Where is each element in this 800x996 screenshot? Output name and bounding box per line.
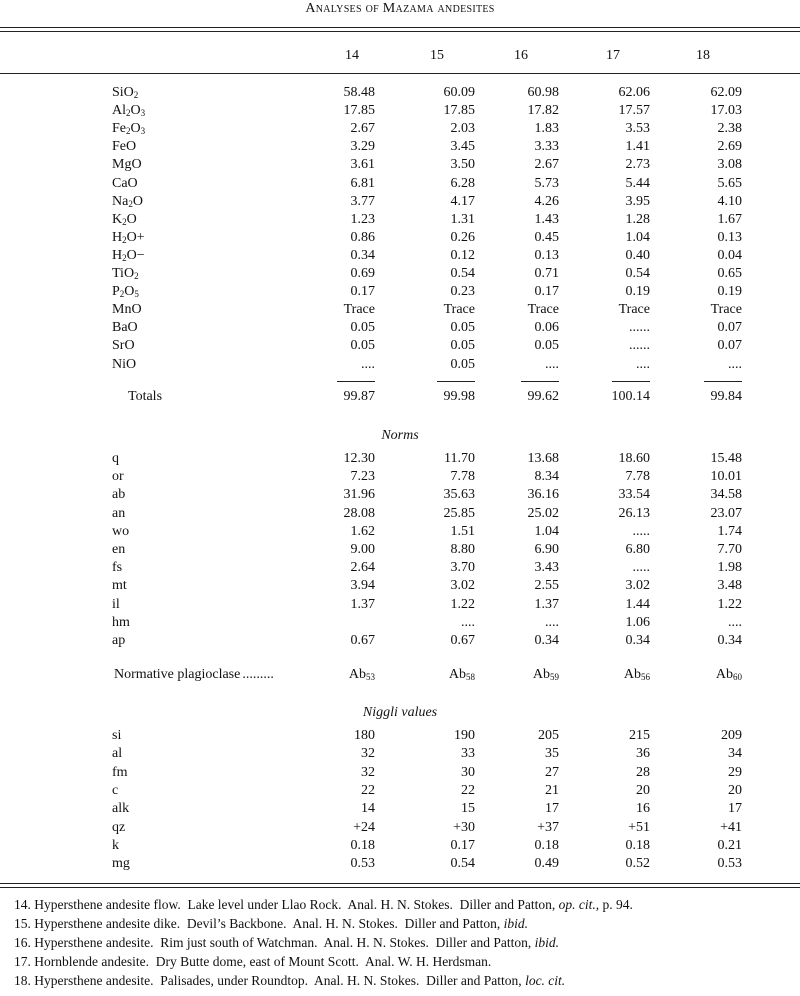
table-cell: 0.04 xyxy=(717,247,742,263)
oxide-row xyxy=(0,265,800,283)
oxide-label: $H_2O+$ xyxy=(112,229,145,245)
table-cell: 7.78 xyxy=(450,469,475,485)
table-cell: 0.65 xyxy=(717,266,742,281)
table-cell: +51 xyxy=(628,819,650,835)
niggli-row xyxy=(0,727,800,745)
table-cell: .... xyxy=(461,614,475,630)
footnote xyxy=(14,953,794,971)
footnote-number: 14. xyxy=(14,897,31,912)
table-cell: 3.50 xyxy=(450,157,475,173)
table-title: Analyses of Mazama andesites xyxy=(305,1,495,16)
footnote-number: 15. xyxy=(14,916,31,931)
table-cell: 18.60 xyxy=(618,451,650,466)
table-cell: +24 xyxy=(353,819,375,835)
table-cell: 17 xyxy=(728,801,742,817)
norms-heading: Norms xyxy=(381,428,419,443)
norm-label: il xyxy=(112,596,120,612)
table-cell: 0.17 xyxy=(450,837,475,853)
norm-label: an xyxy=(112,505,126,521)
table-cell: 26.13 xyxy=(618,505,650,521)
table-cell: 2.73 xyxy=(625,157,650,173)
table-cell: 21 xyxy=(545,782,559,798)
oxide-row xyxy=(0,84,800,102)
norm-label: hm xyxy=(112,614,130,630)
table-cell: 1.28 xyxy=(625,211,650,227)
table-cell: 1.98 xyxy=(717,560,742,576)
oxide-label: SiO$_2$ xyxy=(112,85,139,100)
table-cell: 62.06 xyxy=(618,85,650,100)
table-cell: 35.63 xyxy=(443,487,475,503)
niggli-row xyxy=(0,764,800,782)
table-cell: 17.85 xyxy=(443,103,475,119)
total-value: 99.62 xyxy=(527,389,559,404)
table-cell: 0.05 xyxy=(450,356,475,372)
table-cell: Trace xyxy=(343,302,375,318)
table-cell: 35 xyxy=(545,746,559,762)
oxide-row xyxy=(0,319,800,337)
norm-row xyxy=(0,614,800,632)
plagioclase-row xyxy=(0,666,800,684)
niggli-heading: Niggli values xyxy=(362,705,438,720)
norm-row xyxy=(0,468,800,486)
table-cell: 22 xyxy=(361,782,375,798)
oxide-label: $Al_2O_3$ xyxy=(112,103,146,119)
table-cell: 9.00 xyxy=(350,542,375,557)
sum-line xyxy=(704,381,742,382)
footnote-text: Hypersthene andesite. Rim just south of Watchman. Anal. H. N. Stokes. Diller and Patton, xyxy=(34,935,535,950)
table-cell: 33 xyxy=(461,746,475,762)
footnote-number: 17. xyxy=(14,954,31,969)
oxide-row xyxy=(0,356,800,374)
niggli-label: k xyxy=(112,837,119,853)
niggli-label: al xyxy=(112,746,123,762)
table-cell: 62.09 xyxy=(710,85,742,100)
norm-label: or xyxy=(112,469,124,485)
oxide-label: CaO xyxy=(112,175,138,191)
table-cell: 31.96 xyxy=(343,487,375,503)
oxide-row xyxy=(0,193,800,211)
norm-row xyxy=(0,559,800,577)
table-cell: 34.58 xyxy=(710,487,742,503)
table-cell: 23.07 xyxy=(710,505,742,521)
oxide-label: MgO xyxy=(112,157,142,173)
table-cell: 14 xyxy=(361,801,375,817)
table-cell: 25.85 xyxy=(443,505,475,521)
table-cell: 1.43 xyxy=(534,211,559,227)
footnote-text: Hornblende andesite. Dry Butte dome, east of Mount Scott. Anal. W. H. Herdsman. xyxy=(34,954,492,969)
niggli-row xyxy=(0,855,800,873)
footnote-tail: , p. 94. xyxy=(595,897,633,912)
norm-label: en xyxy=(112,542,126,557)
table-cell: 7.70 xyxy=(717,542,742,557)
table-cell: 20 xyxy=(636,782,650,798)
table-cell: 3.02 xyxy=(450,578,475,594)
table-cell: 0.21 xyxy=(717,837,742,853)
table-cell: 3.02 xyxy=(625,578,650,594)
table-cell: 36.16 xyxy=(527,487,559,503)
table-cell: 205 xyxy=(538,728,559,743)
table-cell: 1.37 xyxy=(350,596,375,612)
table-cell: 0.54 xyxy=(625,266,650,281)
table-cell: 6.80 xyxy=(625,542,650,557)
niggli-label: mg xyxy=(112,856,130,872)
table-cell: 12.30 xyxy=(343,451,375,466)
totals-row xyxy=(0,388,800,406)
oxide-label: $Fe_2O_3$ xyxy=(112,121,146,137)
table-cell: 2.03 xyxy=(450,121,475,137)
norm-label: q xyxy=(112,451,119,466)
oxide-row xyxy=(0,175,800,193)
footnote-citation: loc. cit. xyxy=(525,973,566,988)
table-cell: 17.82 xyxy=(527,103,559,119)
table-cell: Trace xyxy=(618,302,650,318)
table-cell: 0.13 xyxy=(717,229,742,245)
table-cell: 1.06 xyxy=(625,614,650,630)
table-cell: 0.53 xyxy=(717,856,742,872)
table-cell: +30 xyxy=(453,819,475,835)
table-cell: 2.69 xyxy=(717,139,742,155)
oxide-row xyxy=(0,229,800,247)
table-cell: 1.44 xyxy=(625,596,650,612)
norm-label: wo xyxy=(112,523,130,539)
oxide-label: $P_2O_5$ xyxy=(112,284,139,300)
table-cell: .... xyxy=(545,614,559,630)
table-cell: 1.22 xyxy=(717,596,742,612)
footnote-citation: ibid. xyxy=(503,916,529,931)
table-cell: 6.81 xyxy=(350,175,375,191)
table-cell: 29 xyxy=(728,764,742,780)
table-cell: 0.18 xyxy=(350,837,375,853)
table-cell: 25.02 xyxy=(527,505,559,521)
niggli-label: c xyxy=(112,782,119,798)
niggli-label: si xyxy=(112,728,122,743)
table-cell: 0.18 xyxy=(534,837,559,853)
table-cell: 0.05 xyxy=(450,338,475,354)
niggli-label: fm xyxy=(112,764,128,780)
table-cell: Trace xyxy=(710,302,742,318)
table-cell: 3.70 xyxy=(450,560,475,576)
table-cell: 33.54 xyxy=(618,487,650,503)
table-cell: 60.98 xyxy=(527,85,559,100)
footnote-citation: ibid. xyxy=(534,935,559,950)
table-cell: Trace xyxy=(443,302,475,318)
niggli-label: alk xyxy=(112,801,130,817)
table-cell: 3.94 xyxy=(350,578,375,594)
table-cell: 27 xyxy=(545,764,559,780)
norm-row xyxy=(0,523,800,541)
table-cell: Trace xyxy=(527,302,559,318)
table-cell: 0.67 xyxy=(450,633,475,648)
footnote xyxy=(14,972,794,990)
norm-row xyxy=(0,486,800,504)
norm-row xyxy=(0,541,800,559)
table-cell: ..... xyxy=(632,523,650,539)
table-cell: 4.17 xyxy=(450,193,475,209)
table-cell: 1.37 xyxy=(534,596,559,612)
table-cell: 1.51 xyxy=(450,523,475,539)
table-cell: 15 xyxy=(461,801,475,817)
table-cell: .... xyxy=(728,614,742,630)
niggli-row xyxy=(0,800,800,818)
total-value: 99.84 xyxy=(710,389,742,404)
table-cell: .... xyxy=(361,356,375,372)
oxide-label: $K_2O$ xyxy=(112,211,137,227)
table-cell: 2.38 xyxy=(717,121,742,137)
header-rule xyxy=(0,73,800,74)
table-cell: 10.01 xyxy=(710,469,742,485)
oxide-label: NiO xyxy=(112,356,137,372)
oxide-label: $H_2O-$ xyxy=(112,247,145,263)
table-cell: 1.22 xyxy=(450,596,475,612)
table-cell: 0.71 xyxy=(534,266,559,281)
oxide-row xyxy=(0,301,800,319)
table-cell: 0.19 xyxy=(717,284,742,300)
norm-label: ap xyxy=(112,633,126,648)
table-cell: 0.05 xyxy=(450,320,475,336)
table-cell: 0.12 xyxy=(450,247,475,263)
table-cell: 0.19 xyxy=(625,284,650,300)
table-cell: 58.48 xyxy=(343,85,375,100)
oxide-label: MnO xyxy=(112,302,142,318)
table-cell: ...... xyxy=(629,320,650,336)
table-cell: 13.68 xyxy=(527,451,559,466)
table-cell: 1.74 xyxy=(717,523,742,539)
footnote-rule-double xyxy=(0,887,800,888)
table-cell: 60.09 xyxy=(443,85,475,100)
norm-row xyxy=(0,632,800,650)
table-cell: .... xyxy=(636,356,650,372)
table-cell: 0.06 xyxy=(534,320,559,336)
table-cell: 34 xyxy=(728,746,742,762)
table-cell: .... xyxy=(728,356,742,372)
table-cell: 0.86 xyxy=(350,229,375,245)
table-cell: 7.78 xyxy=(625,469,650,485)
footnote-text: Hypersthene andesite. Palisades, under Roundtop. Anal. H. N. Stokes. Diller and Patton, xyxy=(34,973,526,988)
column-header: 14 xyxy=(345,48,359,63)
table-cell: 3.43 xyxy=(534,560,559,576)
column-header: 17 xyxy=(606,48,620,63)
oxide-row xyxy=(0,102,800,120)
table-cell: 0.07 xyxy=(717,338,742,354)
niggli-row xyxy=(0,745,800,763)
table-cell: 0.18 xyxy=(625,837,650,853)
table-cell: 3.08 xyxy=(717,157,742,173)
table-cell: 17.85 xyxy=(343,103,375,119)
table-cell: 5.65 xyxy=(717,175,742,191)
sum-line xyxy=(612,381,650,382)
oxide-row xyxy=(0,283,800,301)
oxide-label: FeO xyxy=(112,139,137,155)
table-cell: 36 xyxy=(636,746,650,762)
sum-line xyxy=(337,381,375,382)
table-cell: ..... xyxy=(632,560,650,576)
table-cell: 2.67 xyxy=(350,121,375,137)
total-value: 100.14 xyxy=(611,389,650,404)
table-cell: 6.90 xyxy=(534,542,559,557)
table-cell: 190 xyxy=(454,728,475,743)
oxide-row xyxy=(0,211,800,229)
niggli-row xyxy=(0,819,800,837)
table-cell: 1.83 xyxy=(534,121,559,137)
norm-label: ab xyxy=(112,487,126,503)
table-cell: 1.41 xyxy=(625,139,650,155)
niggli-row xyxy=(0,837,800,855)
table-cell: 3.29 xyxy=(350,139,375,155)
oxide-label: BaO xyxy=(112,320,138,336)
oxide-label: $Na_2O$ xyxy=(112,193,143,209)
table-cell: 4.10 xyxy=(717,193,742,209)
table-cell: 8.80 xyxy=(450,542,475,557)
oxide-row xyxy=(0,247,800,265)
column-header: 15 xyxy=(430,48,444,63)
oxide-label: SrO xyxy=(112,338,135,354)
footnote xyxy=(14,915,794,933)
table-cell: 16 xyxy=(636,801,650,817)
table-cell: 0.53 xyxy=(350,856,375,872)
table-cell: 0.26 xyxy=(450,229,475,245)
norm-label: fs xyxy=(112,560,123,576)
table-cell: 0.17 xyxy=(534,284,559,300)
table-cell: 215 xyxy=(629,728,650,743)
table-cell: 2.67 xyxy=(534,157,559,173)
table-cell: 0.49 xyxy=(534,856,559,872)
table-cell: 0.34 xyxy=(534,633,559,648)
table-cell: 28 xyxy=(636,764,650,780)
plagioclase-value: $Ab_{56}$ xyxy=(623,667,650,682)
footnote-number: 16. xyxy=(14,935,31,950)
table-cell: 0.45 xyxy=(534,229,559,245)
table-cell: 0.07 xyxy=(717,320,742,336)
table-cell: 20 xyxy=(728,782,742,798)
top-rule-double xyxy=(0,31,800,32)
norm-label: mt xyxy=(112,578,127,594)
table-cell: 1.04 xyxy=(534,523,559,539)
sum-line xyxy=(521,381,559,382)
table-cell: 5.44 xyxy=(625,175,650,191)
norm-row xyxy=(0,596,800,614)
table-cell: 4.26 xyxy=(534,193,559,209)
table-cell: 2.64 xyxy=(350,560,375,576)
table-cell: 8.34 xyxy=(534,469,559,485)
table-cell: 32 xyxy=(361,764,375,780)
table-cell: 180 xyxy=(354,728,375,743)
plagioclase-value: $Ab_{58}$ xyxy=(448,667,475,682)
table-cell: 0.23 xyxy=(450,284,475,300)
footnote-citation: op. cit. xyxy=(558,897,596,912)
table-cell: 0.67 xyxy=(350,633,375,648)
plagioclase-value: $Ab_{59}$ xyxy=(532,667,559,682)
table-cell: 32 xyxy=(361,746,375,762)
table-cell: 3.77 xyxy=(350,193,375,209)
table-cell: 1.04 xyxy=(625,229,650,245)
table-cell: 11.70 xyxy=(444,451,475,466)
table-cell: 3.95 xyxy=(625,193,650,209)
table-cell: 1.31 xyxy=(450,211,475,227)
table-cell: 3.33 xyxy=(534,139,559,155)
plagioclase-value: $Ab_{60}$ xyxy=(715,667,742,682)
table-cell: 0.13 xyxy=(534,247,559,263)
niggli-row xyxy=(0,782,800,800)
footnote-text: Hypersthene andesite flow. Lake level under Llao Rock. Anal. H. N. Stokes. Diller and Patton, xyxy=(34,897,559,912)
table-cell: 17 xyxy=(545,801,559,817)
table-cell: 0.40 xyxy=(625,247,650,263)
table-cell: 0.34 xyxy=(717,633,742,648)
footnote-text: Hypersthene andesite dike. Devil’s Backbone. Anal. H. N. Stokes. Diller and Patton, xyxy=(34,916,504,931)
footnote-number: 18. xyxy=(14,973,31,988)
table-cell: 0.05 xyxy=(350,338,375,354)
oxide-row xyxy=(0,138,800,156)
oxide-label: TiO$_2$ xyxy=(112,266,139,281)
norm-row xyxy=(0,450,800,468)
oxide-row xyxy=(0,337,800,355)
table-cell: 0.54 xyxy=(450,856,475,872)
table-cell: 1.67 xyxy=(717,211,742,227)
footnote xyxy=(14,934,794,952)
table-cell: 7.23 xyxy=(350,469,375,485)
plagioclase-label: Normative plagioclase ......... xyxy=(114,667,274,682)
sum-line xyxy=(437,381,475,382)
table-cell: 2.55 xyxy=(534,578,559,594)
table-cell: 3.61 xyxy=(350,157,375,173)
table-cell: 1.23 xyxy=(350,211,375,227)
column-header-row xyxy=(0,47,800,65)
table-cell: 0.69 xyxy=(350,266,375,281)
table-cell: 0.05 xyxy=(350,320,375,336)
table-cell: 3.45 xyxy=(450,139,475,155)
total-value: 99.98 xyxy=(443,389,475,404)
footnote xyxy=(14,896,794,914)
table-cell: 28.08 xyxy=(343,505,375,521)
niggli-label: qz xyxy=(112,819,126,835)
table-cell: 3.53 xyxy=(625,121,650,137)
table-cell: 3.48 xyxy=(717,578,742,594)
footnote-rule xyxy=(0,883,800,884)
table-cell: 0.05 xyxy=(534,338,559,354)
table-cell: 0.34 xyxy=(350,247,375,263)
table-cell: 0.54 xyxy=(450,266,475,281)
oxide-row xyxy=(0,120,800,138)
table-cell: ...... xyxy=(629,338,650,354)
top-rule xyxy=(0,27,800,28)
norm-row xyxy=(0,505,800,523)
table-cell: 0.34 xyxy=(625,633,650,648)
table-cell: 30 xyxy=(461,764,475,780)
table-cell: 0.17 xyxy=(350,284,375,300)
column-header: 18 xyxy=(696,48,710,63)
table-cell: 15.48 xyxy=(710,451,742,466)
table-cell: +37 xyxy=(537,819,559,835)
table-cell: 5.73 xyxy=(534,175,559,191)
table-cell: 0.52 xyxy=(625,856,650,872)
norm-row xyxy=(0,577,800,595)
table-cell: +41 xyxy=(720,819,742,835)
oxide-row xyxy=(0,156,800,174)
table-cell: 17.57 xyxy=(618,103,650,119)
table-cell: 6.28 xyxy=(450,175,475,191)
column-header: 16 xyxy=(514,48,528,63)
table-cell: .... xyxy=(545,356,559,372)
table-cell: 17.03 xyxy=(710,103,742,119)
totals-label: Totals xyxy=(128,389,163,404)
total-value: 99.87 xyxy=(343,389,375,404)
table-cell: 22 xyxy=(461,782,475,798)
table-cell: 209 xyxy=(721,728,742,743)
table-cell: 1.62 xyxy=(350,523,375,539)
plagioclase-value: $Ab_{53}$ xyxy=(348,667,375,682)
